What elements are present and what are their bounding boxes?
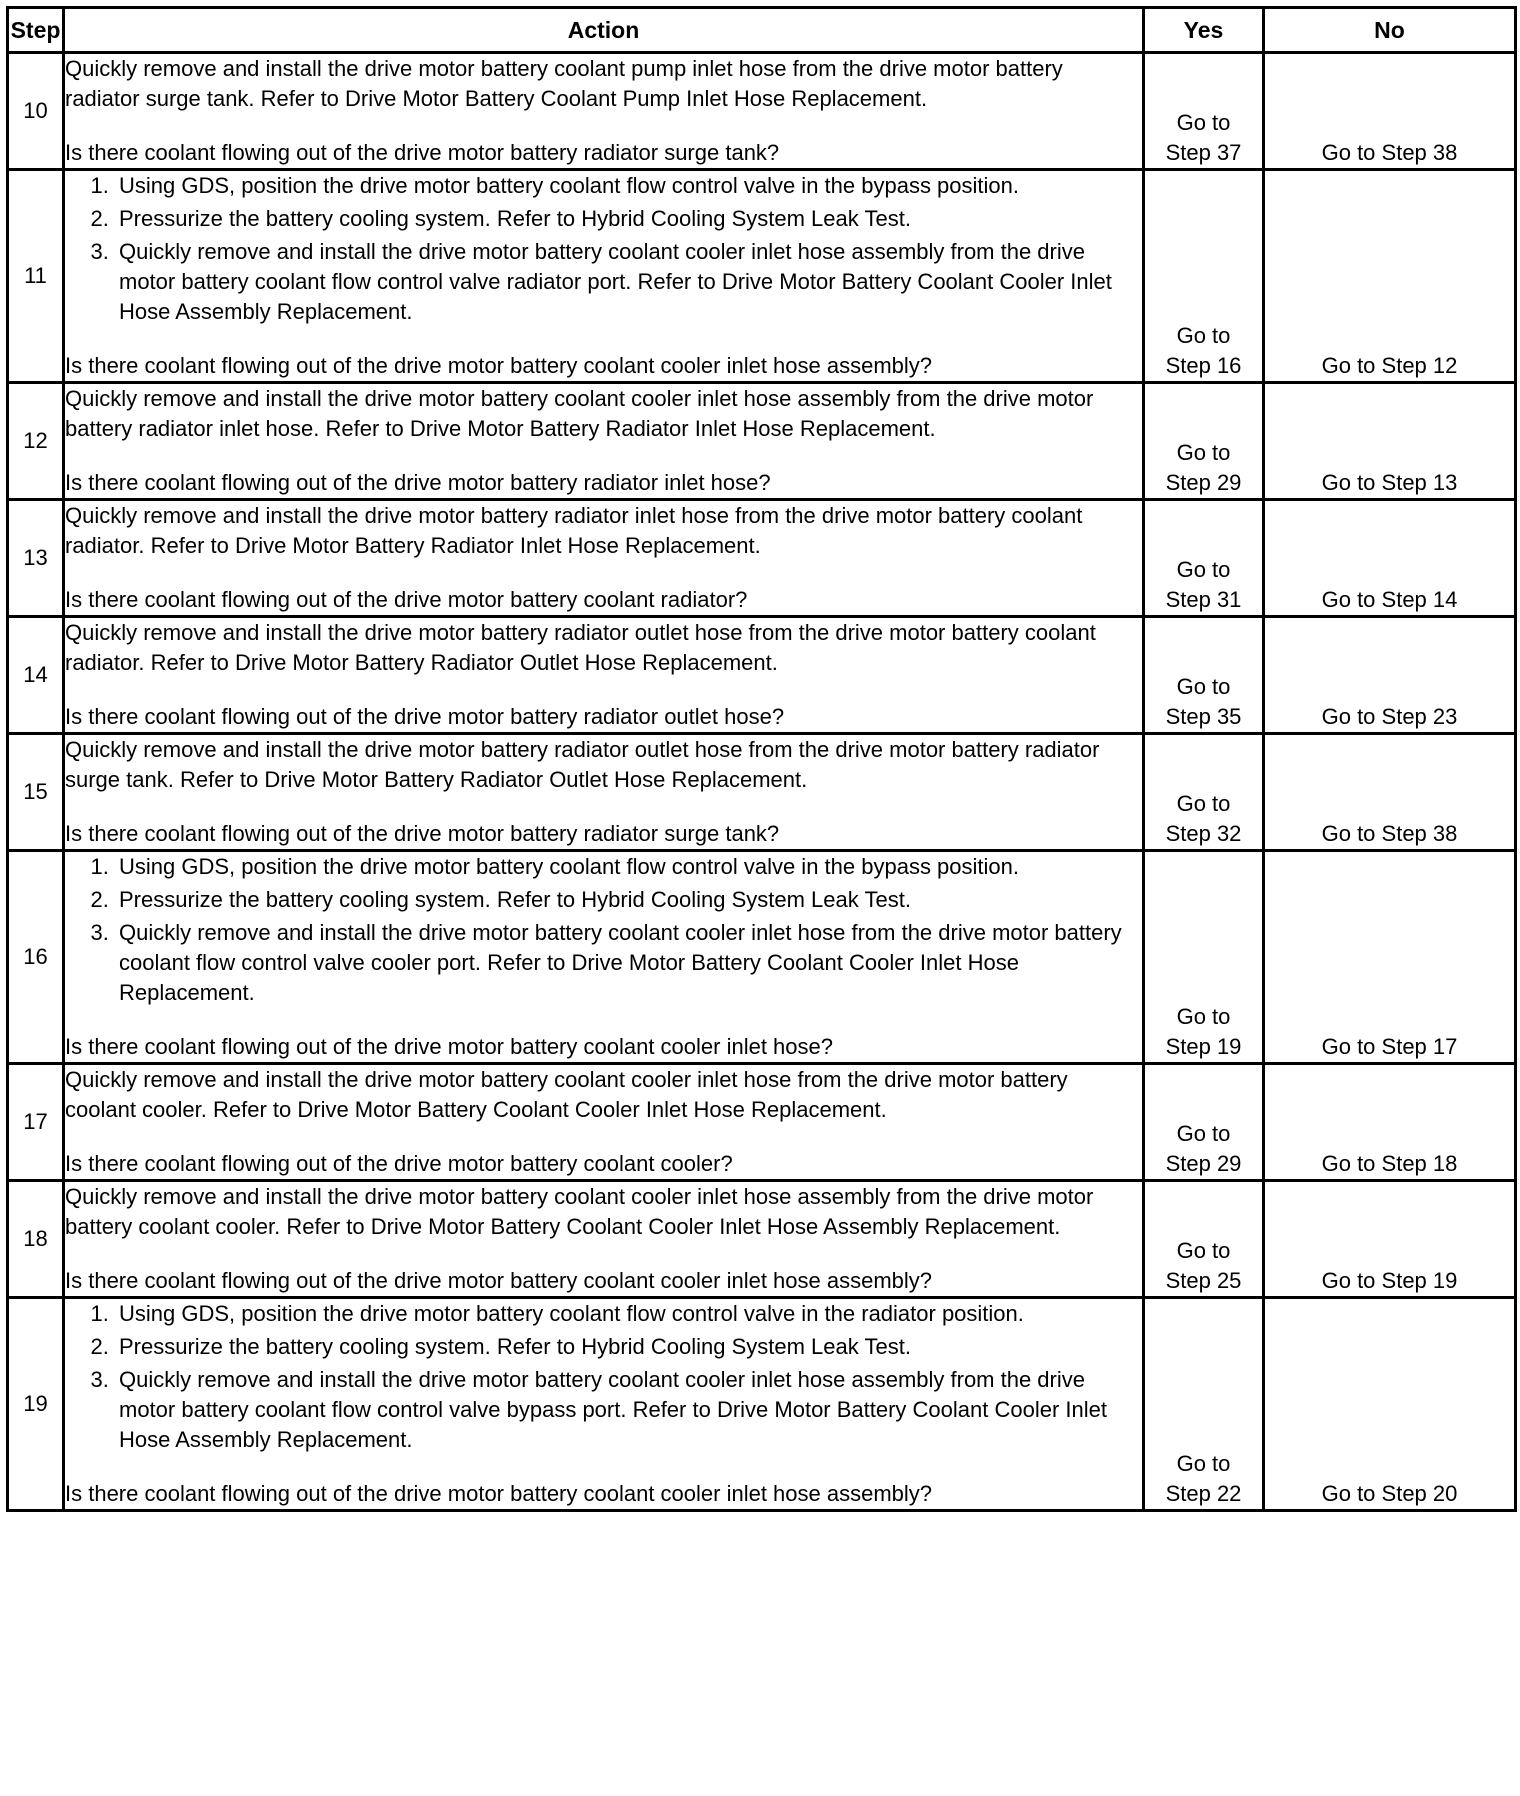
- yes-result-line: Step 37: [1165, 140, 1242, 165]
- step-number: 15: [8, 734, 64, 851]
- table-row: [8, 383, 1516, 500]
- table-row: [8, 1064, 1516, 1181]
- no-result: Go to Step 38: [1264, 53, 1516, 170]
- header-yes: Yes: [1144, 8, 1264, 53]
- action-question: Is there coolant flowing out of the drive motor battery radiator inlet hose?: [65, 470, 771, 495]
- yes-result-line: Go to: [1176, 1121, 1231, 1146]
- yes-result: [1144, 383, 1264, 500]
- no-result: Go to Step 20: [1264, 1298, 1516, 1511]
- yes-result-line: Step 29: [1165, 1151, 1242, 1176]
- yes-result-line: Go to: [1176, 1451, 1231, 1476]
- table-row: [8, 53, 1516, 170]
- yes-result-line: Step 32: [1165, 821, 1242, 846]
- action-question: Is there coolant flowing out of the drive motor battery radiator surge tank?: [65, 140, 780, 165]
- action-instruction: Quickly remove and install the drive motor battery coolant cooler inlet hose from the drive motor battery coolant cooler. Refer to Drive Motor Battery Coolant Cooler Inlet Hose Replacement.: [65, 1067, 1068, 1122]
- action-question: Is there coolant flowing out of the drive motor battery coolant cooler inlet hose?: [65, 1034, 833, 1059]
- yes-result-line: Go to: [1176, 1238, 1231, 1263]
- action-cell: [64, 851, 1144, 1064]
- yes-result-line: Go to: [1176, 440, 1231, 465]
- table-row: [8, 500, 1516, 617]
- header-no: No: [1264, 8, 1516, 53]
- diagnostic-steps-table: [6, 6, 1517, 1512]
- action-question: Is there coolant flowing out of the drive motor battery coolant cooler inlet hose assembly?: [65, 353, 933, 378]
- step-number: 10: [8, 53, 64, 170]
- yes-result-line: Step 25: [1165, 1268, 1242, 1293]
- table-row: [8, 617, 1516, 734]
- action-question: Is there coolant flowing out of the drive motor battery coolant cooler?: [65, 1151, 733, 1176]
- yes-result: [1144, 734, 1264, 851]
- yes-result-line: Go to: [1176, 323, 1231, 348]
- yes-result: [1144, 1181, 1264, 1298]
- yes-result-line: Step 35: [1165, 704, 1242, 729]
- yes-result-line: Go to: [1176, 791, 1231, 816]
- action-instruction: Quickly remove and install the drive motor battery coolant pump inlet hose from the drive motor battery radiator surge tank. Refer to Drive Motor Battery Coolant Pump Inlet Hose Replacement.: [65, 56, 1063, 111]
- yes-result: [1144, 1298, 1264, 1511]
- header-action: Action: [64, 8, 1144, 53]
- diagnostic-table-container: [6, 6, 1514, 1512]
- yes-result-line: Go to: [1176, 110, 1231, 135]
- no-result: Go to Step 38: [1264, 734, 1516, 851]
- no-result: Go to Step 14: [1264, 500, 1516, 617]
- no-result: Go to Step 23: [1264, 617, 1516, 734]
- yes-result-line: Go to: [1176, 674, 1231, 699]
- action-cell: [64, 1064, 1144, 1181]
- yes-result-line: Step 22: [1165, 1481, 1242, 1506]
- step-number: 19: [8, 1298, 64, 1511]
- list-item: 2. Pressurize the battery cooling system. Refer to Hybrid Cooling System Leak Test.: [115, 885, 1142, 915]
- action-cell: [64, 1181, 1144, 1298]
- table-header-row: [8, 8, 1516, 53]
- list-item: 2. Pressurize the battery cooling system. Refer to Hybrid Cooling System Leak Test.: [115, 1332, 1142, 1362]
- action-instruction: Quickly remove and install the drive motor battery radiator outlet hose from the drive motor battery coolant radiator. Refer to Drive Motor Battery Radiator Outlet Hose Replacement.: [65, 620, 1096, 675]
- action-step-list: [65, 852, 1142, 1008]
- table-row: [8, 170, 1516, 383]
- list-item: 3. Quickly remove and install the drive motor battery coolant cooler inlet hose assembly from the drive motor battery coolant flow control valve radiator port. Refer to Drive Motor Battery Coolant Cooler Inlet Hose Assembly Replacement.: [115, 237, 1142, 327]
- action-instruction: Quickly remove and install the drive motor battery radiator outlet hose from the drive motor battery radiator surge tank. Refer to Drive Motor Battery Radiator Outlet Hose Replacement.: [65, 737, 1100, 792]
- action-cell: [64, 383, 1144, 500]
- step-number: 11: [8, 170, 64, 383]
- step-number: 13: [8, 500, 64, 617]
- step-number: 17: [8, 1064, 64, 1181]
- action-step-list: [65, 1299, 1142, 1455]
- action-instruction: Quickly remove and install the drive motor battery radiator inlet hose from the drive motor battery coolant radiator. Refer to Drive Motor Battery Radiator Inlet Hose Replacement.: [65, 503, 1083, 558]
- action-instruction: Quickly remove and install the drive motor battery coolant cooler inlet hose assembly from the drive motor battery radiator inlet hose. Refer to Drive Motor Battery Radiator Inlet Hose Replacement.: [65, 386, 1094, 441]
- yes-result-line: Go to: [1176, 1004, 1231, 1029]
- no-result: Go to Step 18: [1264, 1064, 1516, 1181]
- step-number: 16: [8, 851, 64, 1064]
- list-item: 1. Using GDS, position the drive motor battery coolant flow control valve in the bypass position.: [115, 171, 1142, 201]
- yes-result-line: Step 31: [1165, 587, 1242, 612]
- table-row: [8, 1298, 1516, 1511]
- action-cell: [64, 500, 1144, 617]
- action-cell: [64, 170, 1144, 383]
- list-item: 3. Quickly remove and install the drive motor battery coolant cooler inlet hose assembly from the drive motor battery coolant flow control valve bypass port. Refer to Drive Motor Battery Coolant Cooler Inlet Hose Assembly Replacement.: [115, 1365, 1142, 1455]
- yes-result: [1144, 500, 1264, 617]
- action-question: Is there coolant flowing out of the drive motor battery coolant cooler inlet hose assembly?: [65, 1268, 933, 1293]
- action-question: Is there coolant flowing out of the drive motor battery coolant radiator?: [65, 587, 748, 612]
- no-result: Go to Step 17: [1264, 851, 1516, 1064]
- step-number: 14: [8, 617, 64, 734]
- action-question: Is there coolant flowing out of the drive motor battery radiator surge tank?: [65, 821, 780, 846]
- list-item: 2. Pressurize the battery cooling system. Refer to Hybrid Cooling System Leak Test.: [115, 204, 1142, 234]
- action-cell: [64, 734, 1144, 851]
- no-result: Go to Step 13: [1264, 383, 1516, 500]
- table-body: [8, 53, 1516, 1511]
- yes-result: [1144, 617, 1264, 734]
- yes-result-line: Go to: [1176, 557, 1231, 582]
- no-result: Go to Step 19: [1264, 1181, 1516, 1298]
- yes-result-line: Step 16: [1165, 353, 1242, 378]
- action-cell: [64, 53, 1144, 170]
- table-row: [8, 851, 1516, 1064]
- table-row: [8, 734, 1516, 851]
- yes-result-line: Step 19: [1165, 1034, 1242, 1059]
- step-number: 18: [8, 1181, 64, 1298]
- list-item: 1. Using GDS, position the drive motor battery coolant flow control valve in the bypass position.: [115, 852, 1142, 882]
- yes-result: [1144, 851, 1264, 1064]
- action-instruction: Quickly remove and install the drive motor battery coolant cooler inlet hose assembly from the drive motor battery coolant cooler. Refer to Drive Motor Battery Coolant Cooler Inlet Hose Assembly Replacement.: [65, 1184, 1094, 1239]
- list-item: 3. Quickly remove and install the drive motor battery coolant cooler inlet hose from the drive motor battery coolant flow control valve cooler port. Refer to Drive Motor Battery Coolant Cooler Inlet Hose Replacement.: [115, 918, 1142, 1008]
- yes-result: [1144, 1064, 1264, 1181]
- yes-result: [1144, 53, 1264, 170]
- action-question: Is there coolant flowing out of the drive motor battery coolant cooler inlet hose assembly?: [65, 1481, 933, 1506]
- step-number: 12: [8, 383, 64, 500]
- action-step-list: [65, 171, 1142, 327]
- list-item: 1. Using GDS, position the drive motor battery coolant flow control valve in the radiator position.: [115, 1299, 1142, 1329]
- action-cell: [64, 617, 1144, 734]
- no-result: Go to Step 12: [1264, 170, 1516, 383]
- header-step: Step: [8, 8, 64, 53]
- action-cell: [64, 1298, 1144, 1511]
- action-question: Is there coolant flowing out of the drive motor battery radiator outlet hose?: [65, 704, 785, 729]
- yes-result: [1144, 170, 1264, 383]
- yes-result-line: Step 29: [1165, 470, 1242, 495]
- table-row: [8, 1181, 1516, 1298]
